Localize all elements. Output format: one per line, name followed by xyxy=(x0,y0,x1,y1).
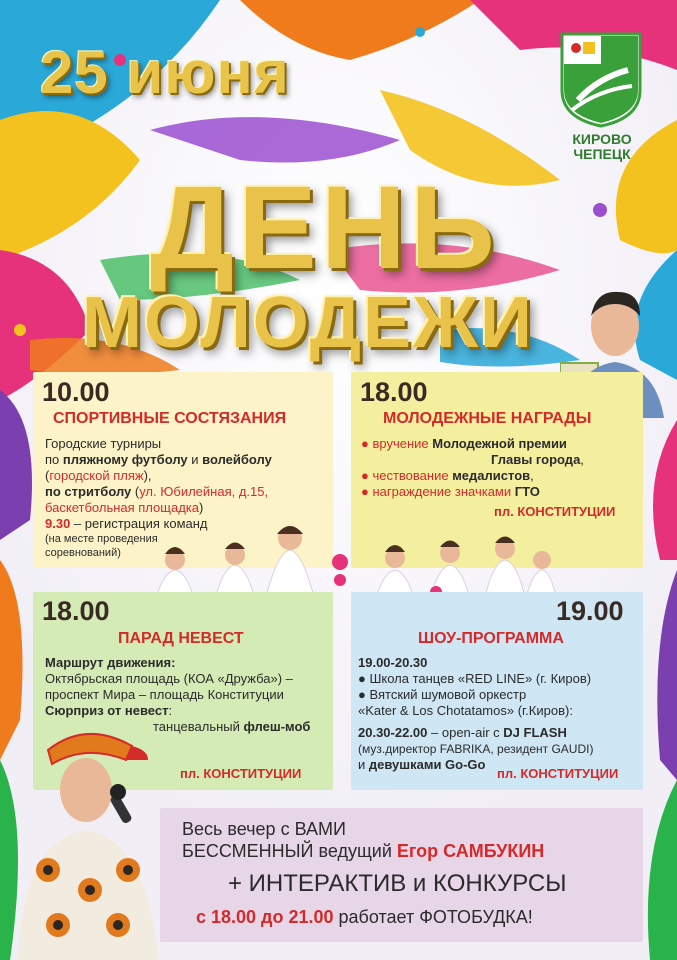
text: флеш-моб xyxy=(243,719,311,734)
text: DJ FLASH xyxy=(503,725,567,740)
text: Маршрут движения: xyxy=(45,655,176,670)
text: танцевальный xyxy=(153,719,244,734)
city-name xyxy=(556,132,648,162)
event-location: пл. КОНСТИТУЦИИ xyxy=(180,766,302,781)
text: по xyxy=(45,452,63,467)
text-line xyxy=(45,468,330,484)
text: ● вручение xyxy=(361,436,433,451)
text-line: «Kater & Los Chotatamos» (г.Киров): xyxy=(358,703,573,718)
text: волейболу xyxy=(202,452,272,467)
page-title-line-1: ДЕНЬ xyxy=(150,162,499,294)
event-title: ПАРАД НЕВЕСТ xyxy=(118,630,244,647)
text: медалистов xyxy=(452,468,531,483)
text-line: (на месте проведения xyxy=(45,533,158,545)
text-line: ● Школа танцев «RED LINE» (г. Киров) xyxy=(358,671,592,686)
text-line xyxy=(45,703,330,719)
text-line xyxy=(361,484,639,500)
event-date: 25 июня xyxy=(40,39,290,106)
footer-line-1: Весь вечер с ВАМИ xyxy=(182,819,346,839)
text-line xyxy=(361,468,639,484)
text-line xyxy=(45,452,330,468)
text-line: (муз.директор FABRIKA, резидент GAUDI) xyxy=(358,742,594,756)
text: ( xyxy=(131,484,140,499)
text-line xyxy=(45,500,330,516)
text: девушками Go-Go xyxy=(368,757,486,772)
text-line xyxy=(358,725,640,741)
event-title: ШОУ-ПРОГРАММА xyxy=(418,630,564,647)
text: ● чествование xyxy=(361,468,453,483)
footer-line-4 xyxy=(196,906,533,928)
text: городской пляж xyxy=(49,468,144,483)
text: ( xyxy=(45,468,50,483)
event-title: МОЛОДЕЖНЫЕ НАГРАДЫ xyxy=(383,410,592,427)
event-description xyxy=(361,436,639,500)
footer-line-3: + ИНТЕРАКТИВ и КОНКУРСЫ xyxy=(228,870,567,897)
text: ) xyxy=(199,500,204,515)
city-name-line-2: ЧЕПЕЦК xyxy=(573,146,631,162)
event-time: 18.00 xyxy=(360,377,428,407)
text-line: ● Вятский шумовой оркестр xyxy=(358,687,527,702)
text: баскетбольная площадка xyxy=(45,500,199,515)
page-title-line-2: МОЛОДЕЖИ xyxy=(82,283,534,363)
event-time: 19.00 xyxy=(556,596,624,626)
city-coat-of-arms-icon xyxy=(558,30,644,128)
text: Сюрприз от невест xyxy=(45,703,169,718)
photo-booth-hours: с 18.00 до 21.00 xyxy=(196,907,334,927)
text: ул. Юбилейная, д.15, xyxy=(139,484,269,499)
host-photo xyxy=(8,720,168,960)
event-location: пл. КОНСТИТУЦИИ xyxy=(497,766,619,781)
host-name: Егор САМБУКИН xyxy=(396,841,545,861)
text: по стритболу xyxy=(45,484,132,499)
text-line: Октябрьская площадь (КОА «Дружба») – xyxy=(45,671,293,686)
text-line xyxy=(45,655,330,671)
text: Молодежной премии xyxy=(432,436,567,451)
text: ), xyxy=(143,468,152,483)
text-line xyxy=(361,452,639,468)
text: ГТО xyxy=(514,484,540,499)
text: 9.30 xyxy=(45,516,71,531)
city-name-line-1: КИРОВО xyxy=(572,131,632,147)
text-line: проспект Мира – площадь Конституции xyxy=(45,687,284,702)
event-description xyxy=(358,655,640,773)
text: 19.00-20.30 xyxy=(358,655,428,670)
event-time: 18.00 xyxy=(42,596,110,626)
text: и xyxy=(358,757,369,772)
text-line xyxy=(358,655,640,671)
event-location: пл. КОНСТИТУЦИИ xyxy=(494,504,616,519)
footer-line-2 xyxy=(182,840,544,862)
text-line: соревнований) xyxy=(45,547,121,559)
text: – open-air с xyxy=(427,725,504,740)
text: 20.30-22.00 xyxy=(358,725,428,740)
text: БЕССМЕННЫЙ ведущий xyxy=(182,841,397,861)
text: : xyxy=(168,703,173,718)
text: работает ФОТОБУДКА! xyxy=(333,907,533,927)
text-line xyxy=(45,484,330,500)
text-line xyxy=(361,436,639,452)
event-title: СПОРТИВНЫЕ СОСТЯЗАНИЯ xyxy=(53,410,287,427)
text-line: Городские турниры xyxy=(45,436,162,451)
text: пляжному футболу xyxy=(62,452,188,467)
text: Главы города xyxy=(491,452,581,467)
text: – регистрация команд xyxy=(70,516,208,531)
event-time: 10.00 xyxy=(42,377,110,407)
text: , xyxy=(580,452,584,467)
text: и xyxy=(187,452,203,467)
text: , xyxy=(530,468,534,483)
text: ● награждение значками xyxy=(361,484,515,499)
